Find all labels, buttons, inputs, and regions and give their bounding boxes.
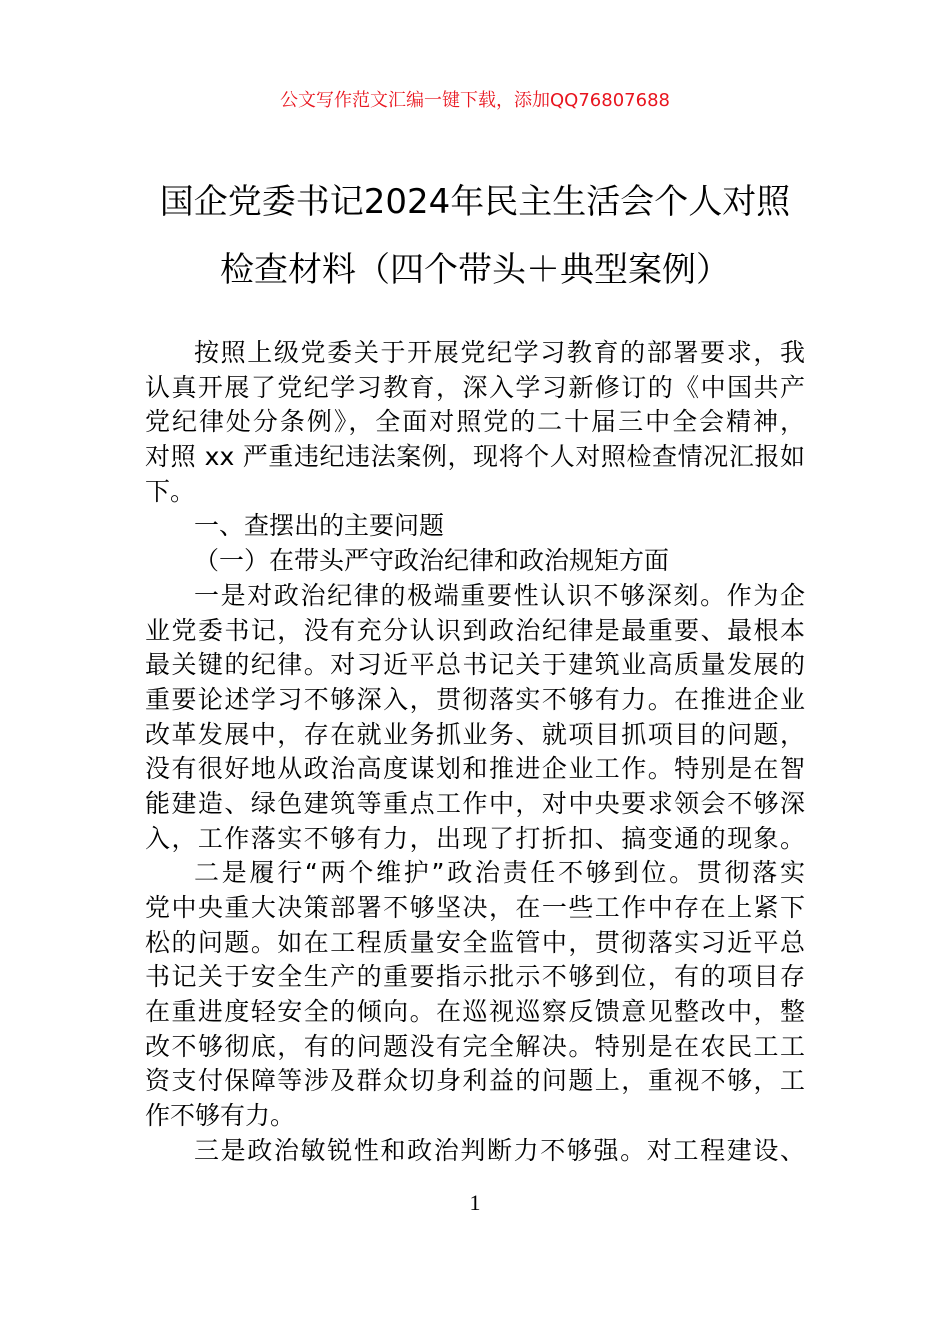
body-text-line: 对照 xx 严重违纪违法案例，现将个人对照检查情况汇报如 [145,442,805,472]
body-text-line: 作不够有力。 [145,1101,296,1131]
body-text-line: 认真开展了党纪学习教育，深入学习新修订的《中国共产 [145,372,805,402]
body-text-line: （一）在带头严守政治纪律和政治规矩方面 [194,546,670,576]
body-text-line: 资支付保障等涉及群众切身利益的问题上，重视不够，工 [145,1066,805,1096]
body-text-line: 最关键的纪律。对习近平总书记关于建筑业高质量发展的 [145,650,805,680]
body-text-line: 业党委书记，没有充分认识到政治纪律是最重要、最根本 [145,615,805,645]
page-number: 1 [469,1190,481,1215]
body-text-line: 下。 [145,476,196,506]
body-text-line: 在重进度轻安全的倾向。在巡视巡察反馈意见整改中，整 [145,997,805,1027]
document-title-line-1: 国企党委书记2024年民主生活会个人对照 [159,182,791,222]
body-text-line: 书记关于安全生产的重要指示批示不够到位，有的项目存 [145,962,805,992]
body-text-line: 重要论述学习不够深入，贯彻落实不够有力。在推进企业 [145,684,805,714]
body-text-line: 松的问题。如在工程质量安全监管中，贯彻落实习近平总 [145,927,805,957]
body-text-line: 按照上级党委关于开展党纪学习教育的部署要求，我 [194,338,805,367]
document-body [145,336,805,1169]
document-title-line-2: 检查材料（四个带头＋典型案例） [220,250,730,290]
body-text-line: 没有很好地从政治高度谋划和推进企业工作。特别是在智 [145,754,805,784]
body-text-line: 党纪律处分条例》，全面对照党的二十届三中全会精神， [145,407,805,437]
body-text-line: 一、查摆出的主要问题 [194,511,445,541]
body-text-line: 一是对政治纪律的极端重要性认识不够深刻。作为企 [194,580,805,610]
body-text-line: 二是履行“两个维护”政治责任不够到位。贯彻落实 [194,858,805,888]
header-download-note: 公文写作范文汇编一键下载，添加QQ76807688 [280,90,670,111]
body-text-line: 三是政治敏锐性和政治判断力不够强。对工程建设、 [194,1135,805,1165]
body-text-line: 改不够彻底，有的问题没有完全解决。特别是在农民工工 [145,1031,805,1061]
body-text-line: 能建造、绿色建筑等重点工作中，对中央要求领会不够深 [145,788,805,818]
body-text-line: 改革发展中，存在就业务抓业务、就项目抓项目的问题， [145,719,805,749]
body-text-line: 党中央重大决策部署不够坚决，在一些工作中存在上紧下 [145,893,805,922]
body-text-line: 入，工作落实不够有力，出现了打折扣、搞变通的现象。 [145,823,805,853]
